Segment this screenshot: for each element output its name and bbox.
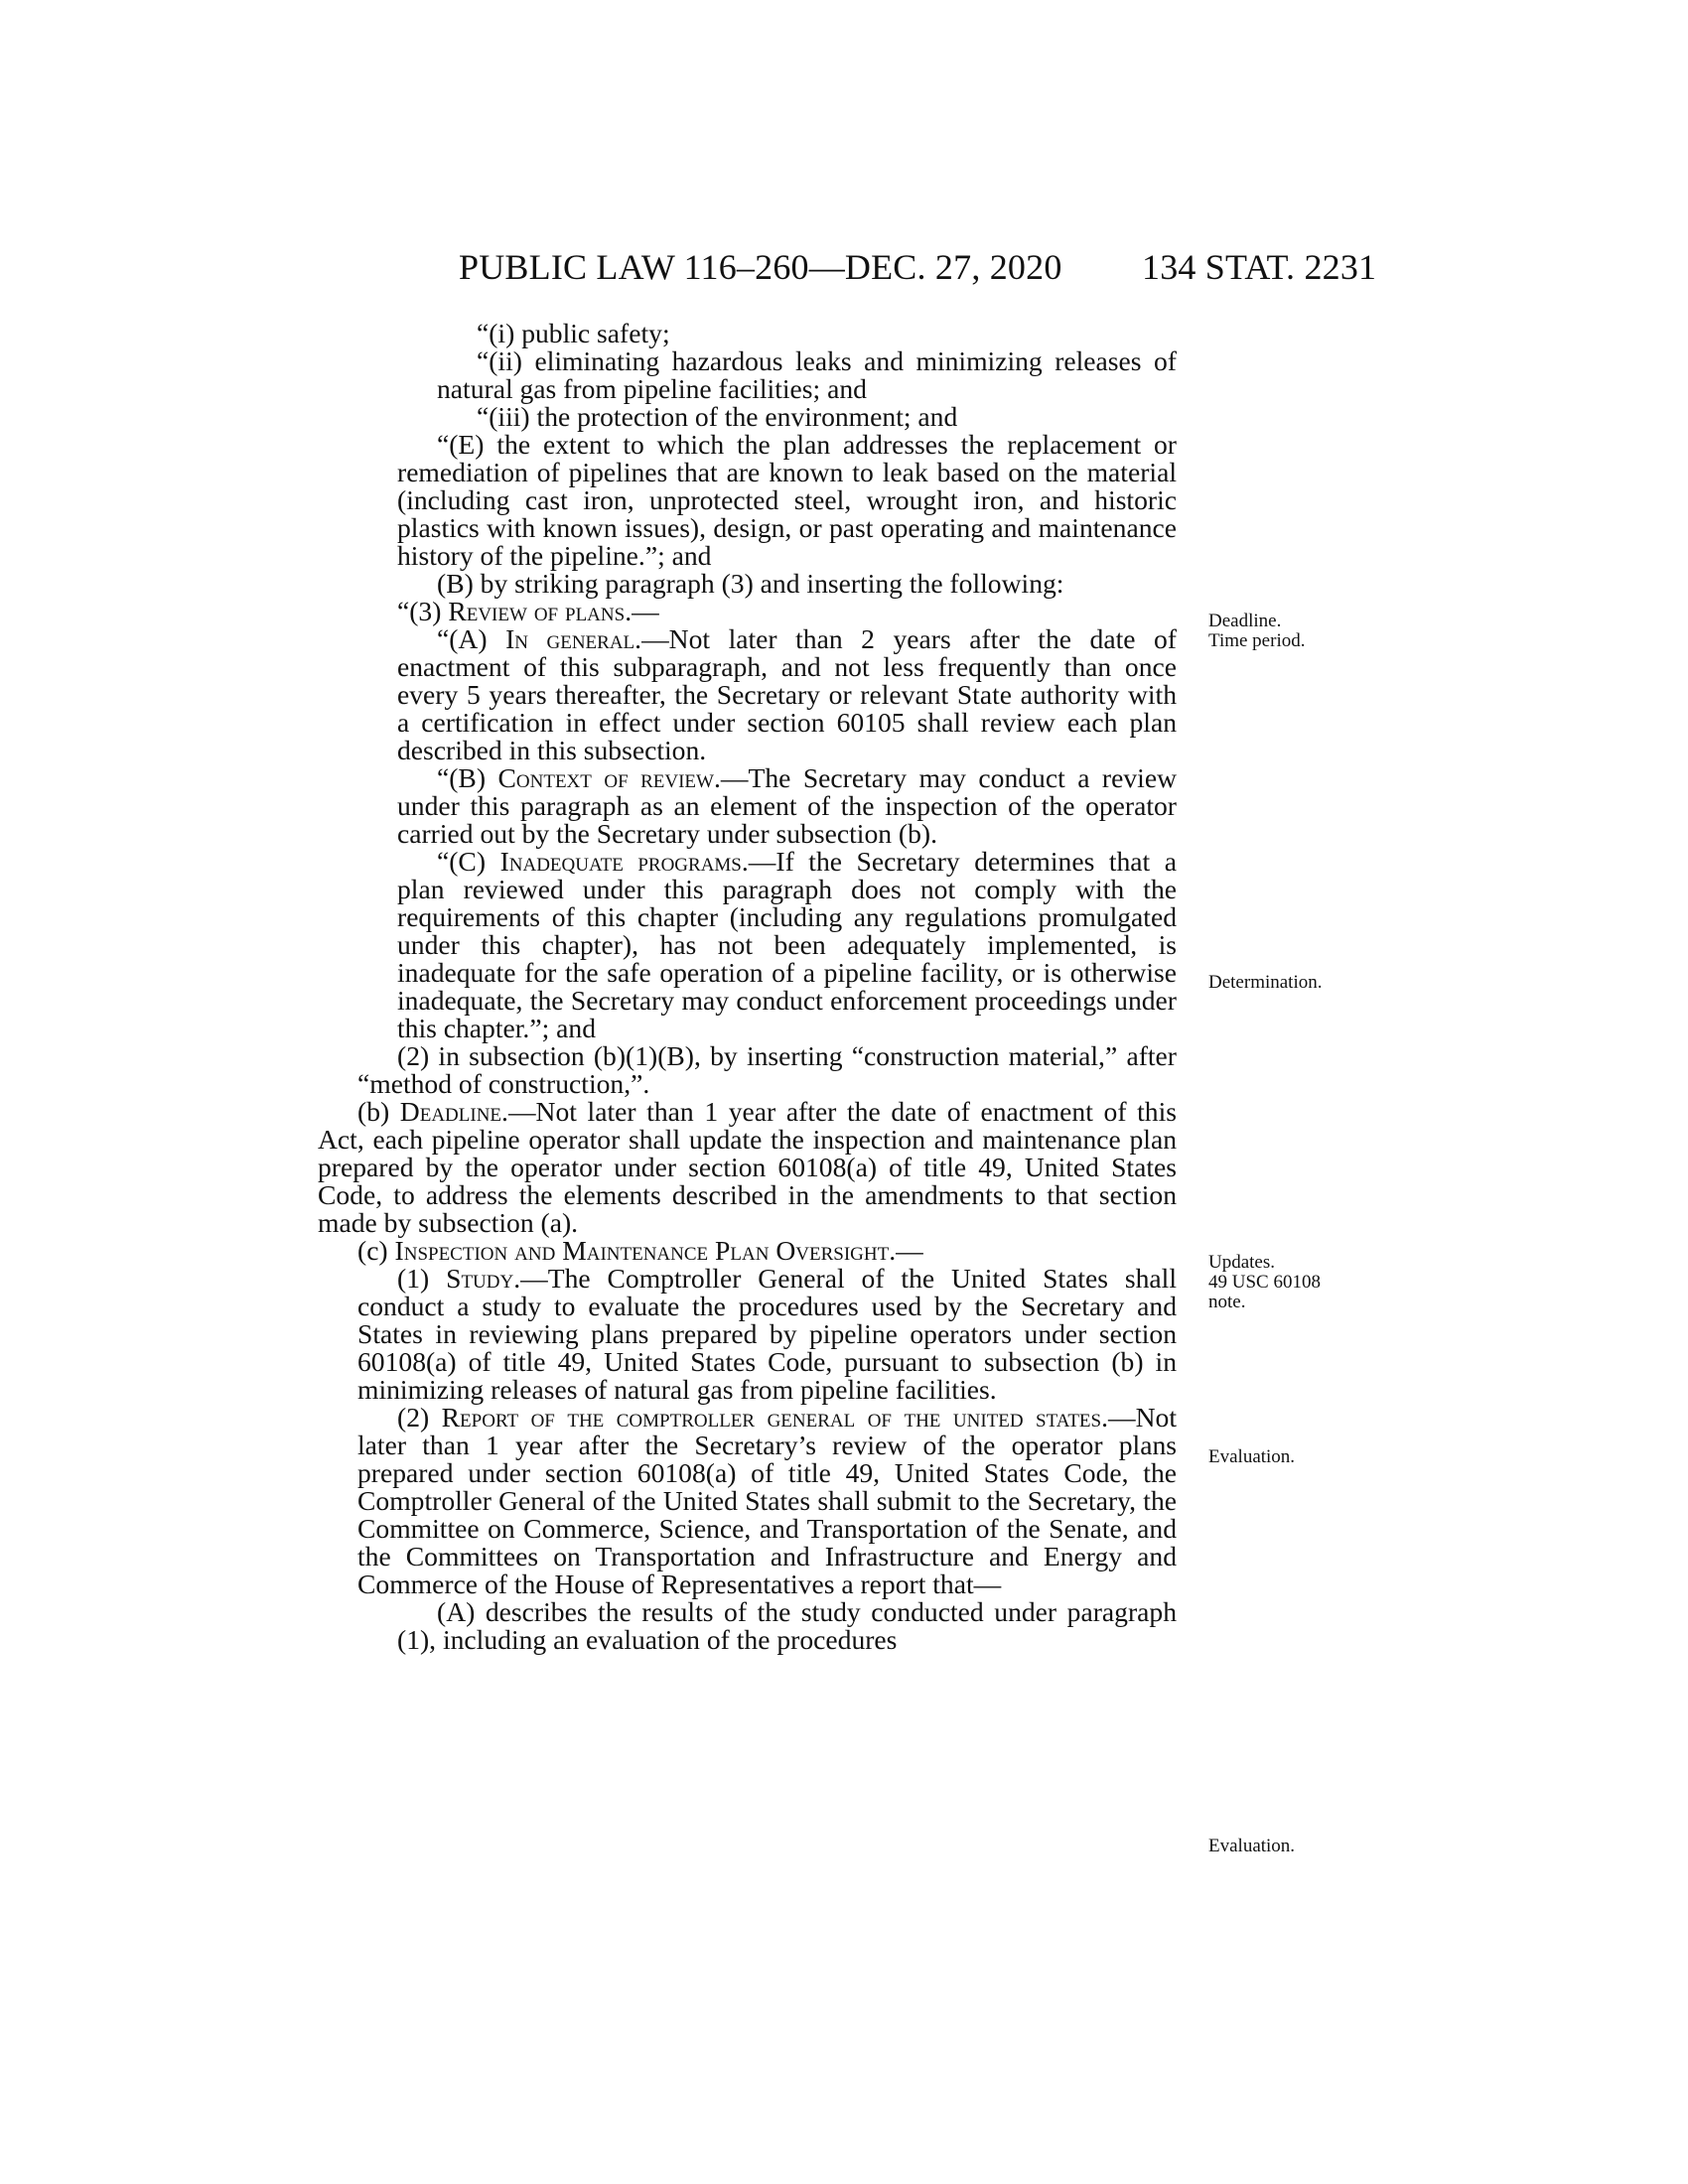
margin-note: Evaluation. xyxy=(1208,1446,1296,1467)
section-heading: Report of the comptroller general of the united states xyxy=(441,1402,1102,1433)
paragraph: (B) by striking paragraph (3) and inserting the following: xyxy=(437,568,1064,599)
paragraph: (c) Inspection and Maintenance Plan Oversight.— xyxy=(357,1235,923,1266)
margin-note: Evaluation. xyxy=(1208,1836,1296,1856)
paragraph: (2) in subsection (b)(1)(B), by inserting “construction material,” after “method of construction,”. xyxy=(357,1040,1177,1099)
paragraph: “(B) Context of review.—The Secretary may conduct a review under this paragraph as an element of the inspection of the operator carried out by the Secretary under subsection (b). xyxy=(397,762,1178,849)
section-heading: Inadequate programs xyxy=(499,846,742,877)
paragraph: “(iii) the protection of the environment; and xyxy=(477,401,958,432)
section-heading: Review of plans xyxy=(448,596,626,626)
section-heading: Deadline xyxy=(399,1096,502,1127)
paragraph: “(C) Inadequate programs.—If the Secretary determines that a plan reviewed under this paragraph does not comply with the requirements of this chapter (including any regulations promulgated under this chapter), has not been adequately implemented, is inadequate for the safe operation of a pipeline facility, or is otherwise inadequate, the Secretary may conduct enforcement proceedings under this chapter.”; and xyxy=(397,846,1178,1043)
paragraph: (2) Report of the comptroller general of the united states.—Not later than 1 year after the Secretary’s review of the operator plans prepared under section 60108(a) of title 49, United States Code, the Comptroller General of the United States shall submit to the Secretary, the Committee on Commerce, Science, and Transportation of the Senate, and the Committees on Transportation and Infrastructure and Energy and Commerce of the House of Representatives a report that— xyxy=(357,1402,1177,1599)
margin-note: Determination. xyxy=(1208,972,1323,993)
section-heading: Inspection and Maintenance Plan Oversight xyxy=(394,1235,890,1266)
statute-text xyxy=(318,320,1177,1654)
margin-note: Deadline. Time period. xyxy=(1208,611,1306,651)
section-heading: In general xyxy=(505,623,635,654)
paragraph: “(A) In general.—Not later than 2 years after the date of enactment of this subparagraph, and not less frequently than once every 5 years thereafter, the Secretary or relevant State authority with a certification in effect under section 60105 shall review each plan described in this subsection. xyxy=(397,623,1177,765)
paragraph: “(E) the extent to which the plan addresses the replacement or remediation of pipelines that are known to leak based on the material (including cast iron, unprotected steel, wrought iron, and historic plastics with known issues), design, or past operating and maintenance history of the pipeline.”; and xyxy=(397,429,1177,571)
paragraph: (b) Deadline.—Not later than 1 year after the date of enactment of this Act, each pipeline operator shall update the inspection and maintenance plan prepared by the operator under section 60108(a) of title 49, United States Code, to address the elements described in the amendments to that section made by subsection (a). xyxy=(318,1096,1177,1238)
section-heading: Context of review xyxy=(497,762,714,793)
section-heading: Study xyxy=(446,1263,514,1294)
paragraph: “(ii) eliminating hazardous leaks and minimizing releases of natural gas from pipeline facilities; and xyxy=(437,345,1177,404)
paragraph: (A) describes the results of the study conducted under paragraph (1), including an evaluation of the procedures xyxy=(397,1596,1177,1655)
paragraph: “(i) public safety; xyxy=(477,318,670,348)
paragraph: “(3) Review of plans.— xyxy=(397,596,659,626)
paragraph: (1) Study.—The Comptroller General of the United States shall conduct a study to evaluate the procedures used by the Secretary and States in reviewing plans prepared by pipeline operators under section 60108(a) of title 49, United States Code, pursuant to subsection (b) in minimizing releases of natural gas from pipeline facilities. xyxy=(357,1263,1177,1405)
margin-note: Updates. 49 USC 60108 note. xyxy=(1208,1252,1321,1312)
running-header-page-number: 134 STAT. 2231 xyxy=(1142,247,1377,287)
running-header-title: PUBLIC LAW 116–260—DEC. 27, 2020 xyxy=(459,247,1062,287)
